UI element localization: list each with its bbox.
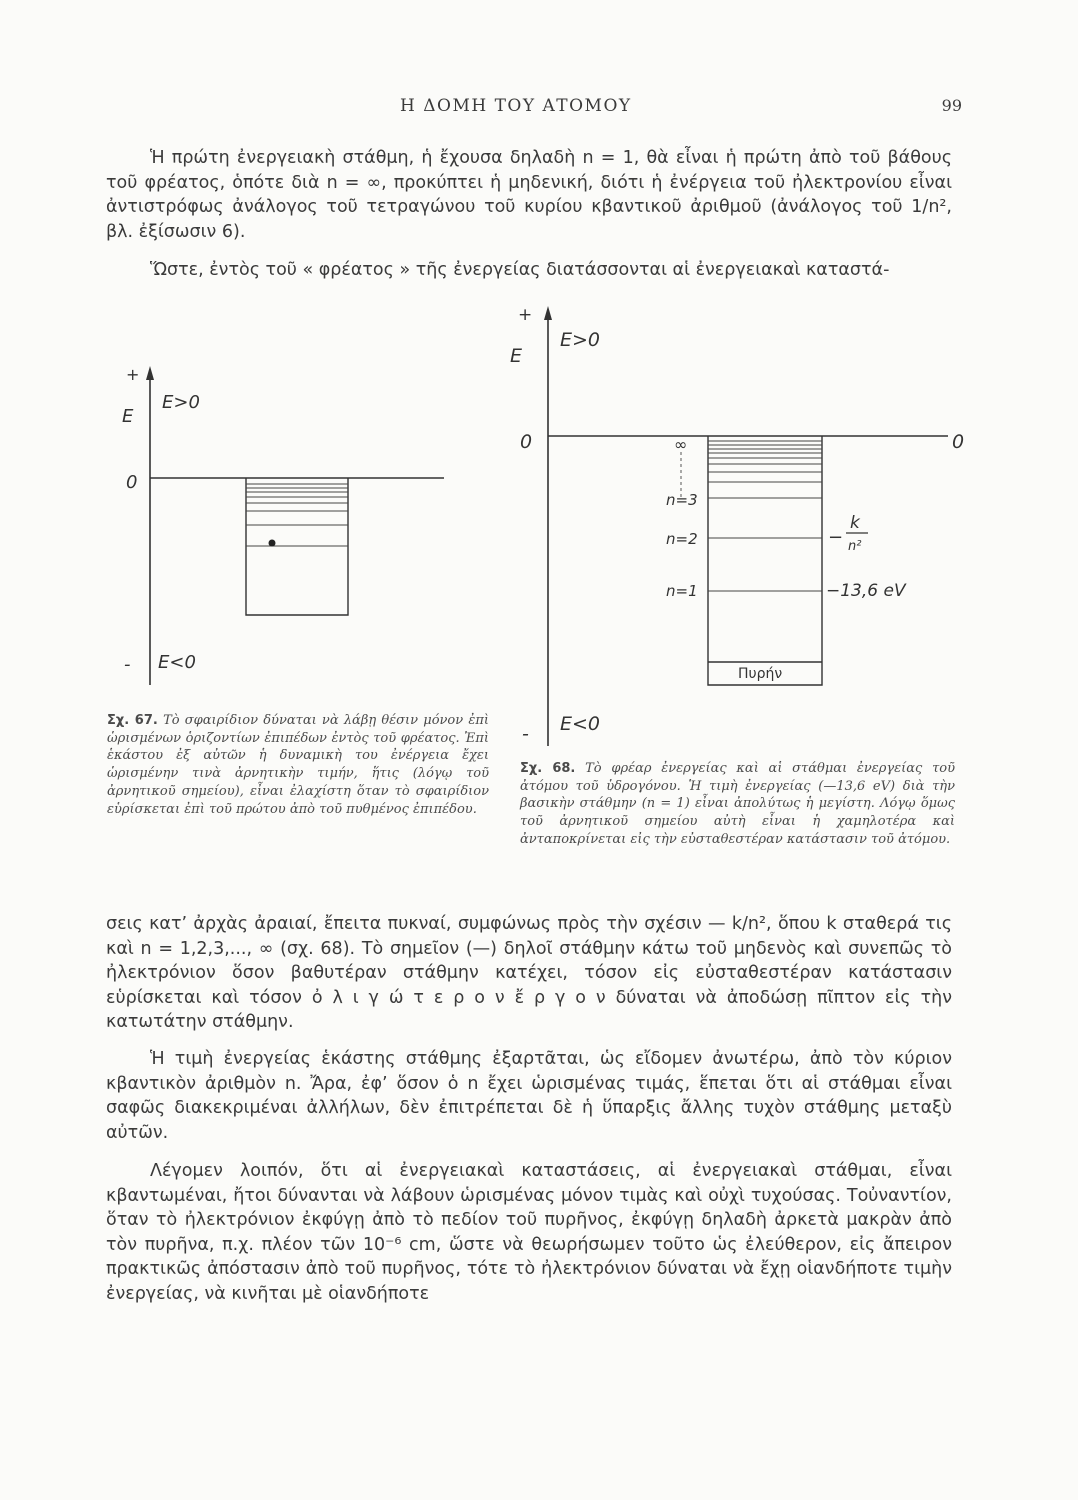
zero-label: 0	[126, 472, 138, 493]
n-squared-denominator: n²	[848, 539, 862, 554]
negative-energy-label: E<0	[560, 713, 601, 735]
energy-levels	[708, 441, 822, 591]
nucleus-label: Πυρήν	[738, 666, 783, 682]
axis-arrowhead	[544, 306, 552, 320]
energy-levels	[246, 484, 348, 546]
paragraph-1: Ἡ πρώτη ἐνεργειακὴ στάθμη, ἡ ἔχουσα δηλαδὴ n = 1, θὰ εἶναι ἡ πρώτη ἀπὸ τοῦ βάθους τοῦ φρέατος, ὁπότε διὰ n = ∞, προκύπτει ἡ μηδενική, διότι ἡ ἐνέργεια τοῦ ἠλεκτρονίου εἶναι ἀντιστρόφως ἀνάλογος τοῦ τετραγώνου τοῦ κυρίου κβαντικοῦ ἀριθμοῦ (ἀνάλογος τοῦ 1/n², βλ. ἐξίσωσιν 6).	[106, 148, 952, 242]
plus-label: +	[126, 365, 140, 384]
energy-axis-label: E	[510, 345, 523, 367]
figure-68-caption	[520, 760, 955, 849]
paragraph-4: Ἡ τιμὴ ἐνεργείας ἑκάστης στάθμης ἐξαρτᾶται, ὡς εἴδομεν ἀνωτέρω, ἀπὸ τὸν κύριον κβαντικὸν ἀριθμὸν n. Ἄρα, ἐφ’ ὅσον ὁ n ἔχει ὡρισμένας τιμάς, ἕπεται ὅτι αἱ στάθμαι εἶναι σαφῶς διακεκριμέναι ἀλλήλων, δὲν ἐπιτρέπεται δὲ ἡ ὕπαρξις ἄλλης τυχὸν στάθμης μεταξὺ αὐτῶν.	[106, 1049, 952, 1143]
level-n2-label: n=2	[666, 530, 698, 548]
paragraph-5: Λέγομεν λοιπόν, ὅτι αἱ ἐνεργειακαὶ καταστάσεις, αἱ ἐνεργειακαὶ στάθμαι, εἶναι κβαντωμέναι, ἤτοι δύνανται νὰ λάβουν ὡρισμένας μόνον τιμὰς καὶ οὐχὶ τυχούσας. Τοὐναντίον, ὅταν τὸ ἠλεκτρόνιον ἐκφύγῃ ἀπὸ τὸ πεδίον τοῦ πυρῆνος, ἐκφύγῃ δηλαδὴ ἀρκετὰ μακρὰν ἀπὸ τὸν πυρῆνα, π.χ. πλέον τῶν 10⁻⁶ cm, ὥστε νὰ θεωρήσωμεν τοῦτο ὡς ἐλεύθερον, εἰς ἄπειρον πρακτικῶς ἀπόστασιν ἀπὸ τοῦ πυρῆνος, τότε τὸ ἠλεκτρόνιον δύναται νὰ ἔχῃ οἱανδήποτε τιμὴν ἐνεργείας, νὰ κινῆται μὲ οἱανδήποτε	[106, 1161, 952, 1304]
page-number: 99	[941, 96, 962, 115]
axis-arrowhead	[146, 366, 154, 380]
minus-label: -	[522, 723, 529, 745]
ball	[269, 540, 276, 547]
minus-sign: −	[828, 527, 844, 548]
positive-energy-label: E>0	[560, 329, 601, 351]
energy-axis-label: E	[122, 406, 134, 427]
figure-67-caption	[107, 712, 489, 818]
level-n3-label: n=3	[666, 491, 698, 509]
figure-67	[100, 360, 480, 690]
caption-label: Σχ. 67.	[107, 713, 158, 728]
caption-text: Τὸ φρέαρ ἐνεργείας καὶ αἱ στάθμαι ἐνεργείας τοῦ ἀτόμου τοῦ ὑδρογόνου. Ἡ τιμὴ ἐνεργείας (—13,6 eV) διὰ τὴν βασικὴν στάθμην (n = 1) εἶναι ἀπολύτως ἡ μεγίστη. Λόγῳ ὅμως τοῦ ἀρνητικοῦ σημείου αὐτὴ εἶναι ἡ χαμηλοτέρα καὶ ἀνταποκρίνεται εἰς τὴν εὐσταθεστέραν κατάστασιν τοῦ ἀτόμου.	[520, 761, 955, 847]
minus-label: -	[124, 654, 131, 675]
infinity-label: ∞	[674, 435, 688, 454]
caption-label: Σχ. 68.	[520, 761, 576, 776]
page-header	[0, 96, 1078, 126]
level-n1-label: n=1	[666, 582, 698, 600]
zero-label-right: 0	[952, 431, 965, 453]
well-outline	[708, 436, 822, 685]
paragraph-2: Ὥστε, ἐντὸς τοῦ « φρέατος » τῆς ἐνεργείας διατάσσονται αἱ ἐνεργειακαὶ καταστά-	[150, 260, 890, 280]
negative-energy-label: E<0	[158, 652, 196, 673]
k-numerator: k	[850, 513, 860, 533]
positive-energy-label: E>0	[162, 392, 200, 413]
caption-text: Τὸ σφαιρίδιον δύναται νὰ λάβῃ θέσιν μόνον ἐπὶ ὡρισμένων ὁριζοντίων ἐπιπέδων ἐντὸς τοῦ φρέατος. Ἐπὶ ἑκάστου ἐξ αὐτῶν ἡ δυναμικὴ του ἐνέργεια ἔχει ὡρισμένην τινὰ ἀρνητικὴν τιμήν, ἥτις (λόγῳ τοῦ ἀρνητικοῦ σημείου), εἶναι ἐλαχίστη ὅταν τὸ σφαιρίδιον εὑρίσκεται ἐπὶ τοῦ πρώτου ἀπὸ τοῦ πυθμένος ἐπιπέδου.	[107, 713, 489, 817]
zero-label-left: 0	[520, 431, 533, 453]
paragraph-3: σεις κατ’ ἀρχὰς ἀραιαί, ἔπειτα πυκναί, συμφώνως πρὸς τὴν σχέσιν — k/n², ὅπου k σταθερά τις καὶ n = 1,2,3,..., ∞ (σχ. 68). Τὸ σημεῖον (—) δηλοῖ στάθμην κάτω τοῦ μηδενὸς καὶ συνεπῶς τὸ ἠλεκτρόνιον ὅσον βαθυτέραν στάθμην κατέχει, τόσον εἰς εὐσταθεστέραν κατάστασιν εὑρίσκεται καὶ τόσον ὀ λ ι γ ώ τ ε ρ ο ν ἔ ρ γ ο ν δύναται νὰ ἀποδώσῃ πῖπτον εἰς τὴν κατωτάτην στάθμην.	[106, 914, 952, 1033]
figure-68	[500, 300, 980, 760]
running-title: Η ΔΟΜΗ ΤΟΥ ΑΤΟΜΟΥ	[400, 96, 632, 116]
plus-label: +	[518, 305, 533, 325]
ground-energy-label: −13,6 eV	[826, 581, 906, 601]
